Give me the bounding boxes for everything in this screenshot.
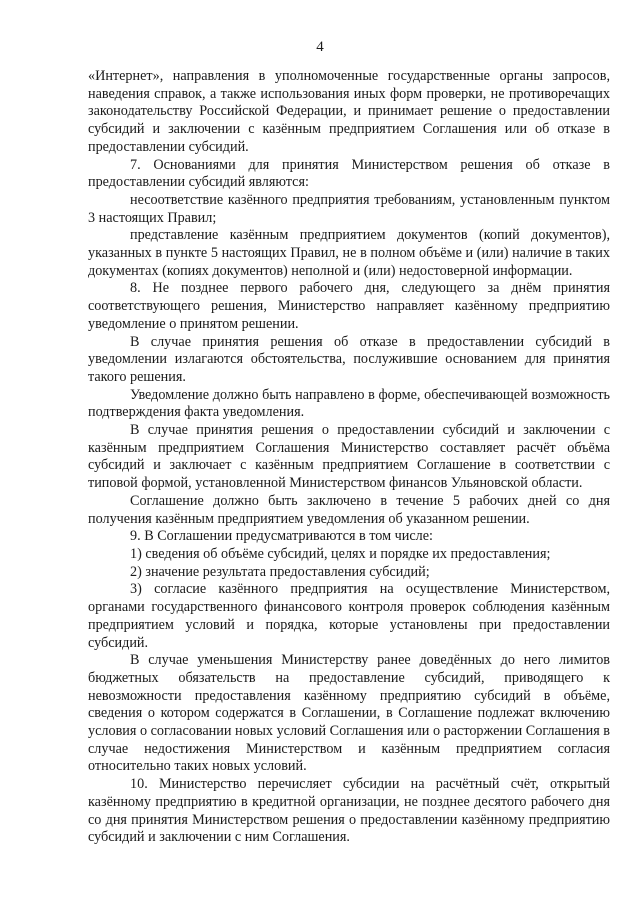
paragraph-item-9-3: 3) согласие казённого предприятия на осуществление Министерством, органами государственного финансового контроля проверок соблюдения казённым предприятием условий и порядка, которые установлены при предоставлении субсидий.	[88, 581, 610, 651]
paragraph-continuation: «Интернет», направления в уполномоченные государственные органы запросов, наведения справок, а также использования иных форм проверки, не противоречащих законодательству Российской Федерации, и принимает решение о предоставлении субсидий и заключении с казённым предприятием Соглашения или об отказе в предоставлении субсидий.	[88, 68, 610, 155]
paragraph-refusal-ground-1: несоответствие казённого предприятия требованиям, установленным пунктом 3 настоящих Правил;	[88, 191, 610, 226]
paragraph-refusal-notice: В случае принятия решения об отказе в предоставлении субсидий в уведомлении излагаются обстоятельства, послужившие основанием для принятия такого решения.	[88, 333, 610, 385]
paragraph-notice-form: Уведомление должно быть направлено в форме, обеспечивающей возможность подтверждения факта уведомления.	[88, 386, 610, 421]
paragraph-grant-decision: В случае принятия решения о предоставлении субсидий и заключении с казённым предприятием Соглашения Министерство составляет расчёт объёма субсидий и заключает с казённым предприятием Соглашение в соответствии с типовой формой, установленной Министерством финансов Ульяновской области.	[88, 422, 610, 492]
paragraph-refusal-ground-2: представление казённым предприятием документов (копий документов), указанных в пункте 5 настоящих Правил, не в полном объёме и (или) наличие в таких документах (копиях документов) неполной и (или) недостоверной информации.	[88, 227, 610, 279]
paragraph-agreement-term: Соглашение должно быть заключено в течение 5 рабочих дней со дня получения казённым предприятием уведомления об указанном решении.	[88, 492, 610, 527]
paragraph-item-10: 10. Министерство перечисляет субсидии на расчётный счёт, открытый казённому предприятию в кредитной организации, не позднее десятого рабочего дня со дня принятия Министерством решения о предоставлении казённому предприятию субсидий и заключении с ним Соглашения.	[88, 776, 610, 846]
document-body	[88, 68, 610, 847]
paragraph-item-9-2: 2) значение результата предоставления субсидий;	[130, 563, 430, 580]
paragraph-item-9: 9. В Соглашении предусматриваются в том числе:	[130, 528, 433, 545]
paragraph-item-9-1: 1) сведения об объёме субсидий, целях и порядке их предоставления;	[130, 545, 551, 562]
paragraph-item-8: 8. Не позднее первого рабочего дня, следующего за днём принятия соответствующего решения, Министерство направляет казённому предприятию уведомление о принятом решении.	[88, 280, 610, 332]
paragraph-item-7: 7. Основаниями для принятия Министерством решения об отказе в предоставлении субсидий являются:	[88, 156, 610, 191]
page-number: 4	[316, 39, 324, 55]
paragraph-limits-reduction: В случае уменьшения Министерству ранее доведённых до него лимитов бюджетных обязательств на предоставление субсидий, приводящего к невозможности предоставления казённому предприятию субсидий в объёме, сведения о котором содержатся в Соглашении, в Соглашение подлежат включению условия о согласовании новых условий Соглашения или о расторжении Соглашения в случае недостижения Министерством и казённым предприятием согласия относительно таких новых условий.	[88, 652, 610, 775]
